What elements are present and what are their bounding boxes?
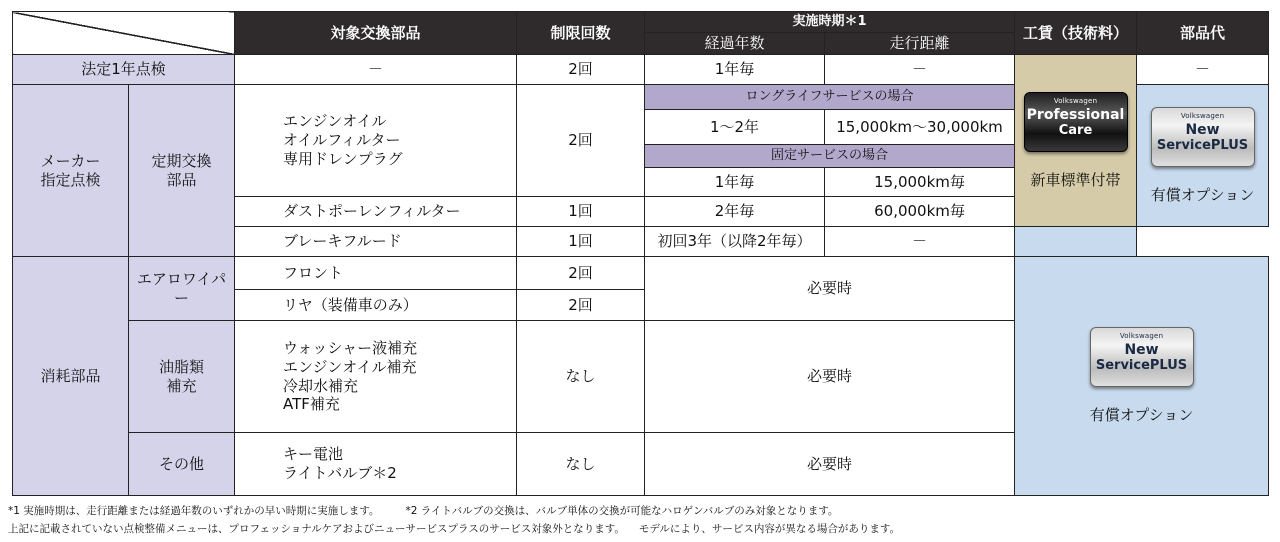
dust-distance: 60,000km毎 xyxy=(825,197,1015,227)
service-table xyxy=(12,11,1269,496)
wiper-rear: リヤ（装備車のみ） xyxy=(235,290,517,321)
footnote-2: *2 ライトバルブの交換は、バルブ単体の交換が可能なハロゲンバルブのみ対象となります。 xyxy=(405,505,839,517)
longlife-distance: 15,000km～30,000km xyxy=(825,110,1015,145)
brake-years: 初回3年（以降2年毎） xyxy=(645,227,825,257)
fixed-distance: 15,000km毎 xyxy=(825,168,1015,197)
footnote-3: 上記に記載されていない点検整備メニューは、プロフェッショナルケアおよびニューサービスプラスのサービス対象外となります。 モデルにより、サービス内容が異なる場合があります。 xyxy=(8,523,901,535)
wiper-rear-limit: 2回 xyxy=(517,290,645,321)
option-caption-2: 有償オプション xyxy=(1089,406,1194,424)
wiper-timing: 必要時 xyxy=(645,257,1015,321)
fluids-timing: 必要時 xyxy=(645,321,1015,433)
professional-care-logo: Volkswagen Professional Care xyxy=(1024,92,1128,152)
parts-cost-blank xyxy=(1015,227,1137,257)
fixed-years: 1年毎 xyxy=(645,168,825,197)
oil-limit: 2回 xyxy=(517,85,645,197)
statutory-years: 1年毎 xyxy=(645,55,825,85)
other-limit: なし xyxy=(517,433,645,496)
statutory-parts-cost: － xyxy=(1137,55,1269,85)
wiper-front: フロント xyxy=(235,257,517,290)
statutory-limit: 2回 xyxy=(517,55,645,85)
fluids-items: ウォッシャー液補充 エンジンオイル補充 冷却水補充 ATF補充 xyxy=(235,321,517,433)
parts-cost-option-cell xyxy=(1137,85,1269,227)
consumables-label: 消耗部品 xyxy=(13,257,129,496)
fluids-limit: なし xyxy=(517,321,645,433)
brake-distance: － xyxy=(825,227,1015,257)
dust-limit: 1回 xyxy=(517,197,645,227)
brake-item: ブレーキフルード xyxy=(235,227,517,257)
other-items: キー電池 ライトバルブ＊2 xyxy=(235,433,517,496)
header-corner xyxy=(13,12,235,55)
brake-limit: 1回 xyxy=(517,227,645,257)
longlife-band: ロングライフサービスの場合 xyxy=(645,85,1015,110)
statutory-label: 法定1年点検 xyxy=(13,55,235,85)
option-caption: 有償オプション xyxy=(1150,185,1255,204)
header-parts: 対象交換部品 xyxy=(235,12,517,55)
consumables-option-cell xyxy=(1015,257,1269,496)
header-labor: 工賃（技術料） xyxy=(1015,12,1137,55)
new-serviceplus-logo-2: Volkswagen New ServicePLUS xyxy=(1090,327,1194,387)
footnote-1: *1 実施時期は、走行距離または経過年数のいずれかの早い時期に実施します。 *2 ライトバルブの交換は、バルブ単体の交換が可能なハロゲンバルブのみ対象となります。 xyxy=(8,505,839,517)
dust-item: ダストポーレンフィルター xyxy=(235,197,517,227)
header-limit: 制限回数 xyxy=(517,12,645,55)
footnote-4: モデルにより、サービス内容が異なる場合があります。 xyxy=(638,523,901,535)
fluids-label: 油脂類 補充 xyxy=(129,321,235,433)
wiper-label: エアロワイパー xyxy=(129,257,235,321)
header-distance: 走行距離 xyxy=(825,33,1015,55)
header-parts-cost: 部品代 xyxy=(1137,12,1269,55)
fixed-band: 固定サービスの場合 xyxy=(645,145,1015,168)
other-label: その他 xyxy=(129,433,235,496)
statutory-distance: － xyxy=(825,55,1015,85)
longlife-years: 1～2年 xyxy=(645,110,825,145)
new-serviceplus-logo: Volkswagen New ServicePLUS xyxy=(1151,107,1255,167)
other-timing: 必要時 xyxy=(645,433,1015,496)
standard-caption: 新車標準付帯 xyxy=(1030,170,1121,189)
periodic-label: 定期交換 部品 xyxy=(129,85,235,257)
maker-label: メーカー 指定点検 xyxy=(13,85,129,257)
header-timing: 実施時期＊1 xyxy=(645,12,1015,33)
dust-years: 2年毎 xyxy=(645,197,825,227)
oil-items: エンジンオイル オイルフィルター 専用ドレンプラグ xyxy=(235,85,517,197)
wiper-front-limit: 2回 xyxy=(517,257,645,290)
labor-standard-cell xyxy=(1015,55,1137,227)
statutory-part: － xyxy=(235,55,517,85)
header-years: 経過年数 xyxy=(645,33,825,55)
